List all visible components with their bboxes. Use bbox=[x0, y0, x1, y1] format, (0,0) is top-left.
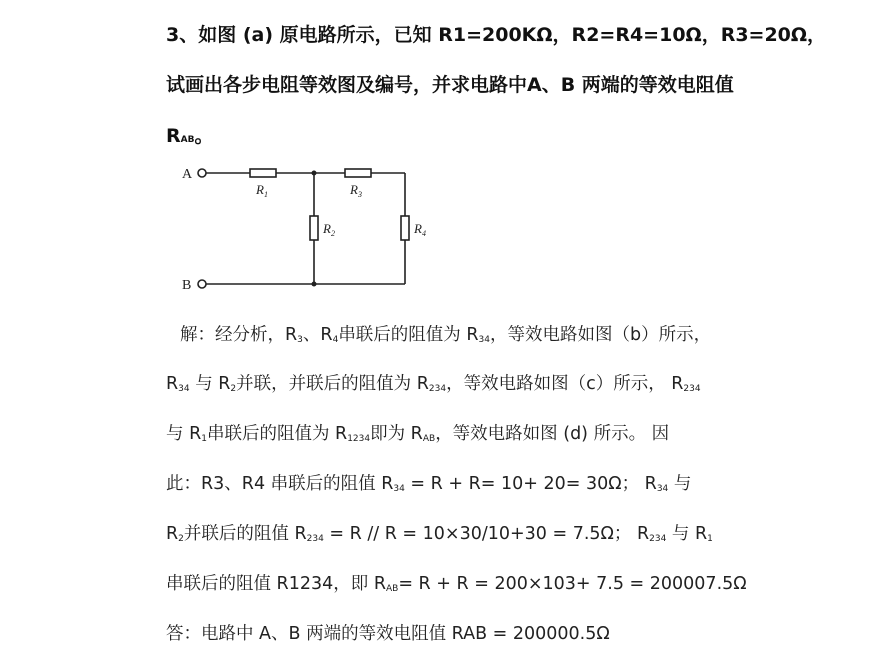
solution-line-5: R2并联后的阻值 R234 = R // R = 10×30/10+30 = 7.5Ω； R234 与 R1 bbox=[166, 524, 713, 544]
label-r2: $R_2$ bbox=[323, 221, 335, 238]
solution-line-1: 解：经分析，R3、R4串联后的阻值为 R34，等效电路如图（b）所示， bbox=[180, 325, 712, 345]
question-end-mark: 。 bbox=[194, 125, 214, 147]
junction-bottom bbox=[312, 282, 317, 287]
resistor-r4 bbox=[401, 216, 409, 240]
resistor-r2 bbox=[310, 216, 318, 240]
label-r1: $R_1$ bbox=[256, 182, 268, 199]
terminal-a bbox=[198, 169, 206, 177]
terminal-b bbox=[198, 280, 206, 288]
question-line-3 bbox=[166, 121, 213, 148]
resistor-r3 bbox=[345, 169, 371, 177]
junction-top bbox=[312, 171, 317, 176]
label-b: B bbox=[182, 278, 192, 293]
label-r3: $R_3$ bbox=[350, 182, 362, 199]
question-line-2: 试画出各步电阻等效图及编号，并求电路中A、B 两端的等效电阻值 bbox=[166, 74, 734, 96]
question-line-1: 3、如图 (a) 原电路所示，已知 R1=200KΩ，R2=R4=10Ω，R3=20Ω， bbox=[166, 24, 827, 46]
circuit-diagram-a bbox=[180, 158, 440, 293]
label-r4: $R_4$ bbox=[414, 221, 426, 238]
answer-line: 答：电路中 A、B 两端的等效电阻值 RAB = 200000.5Ω bbox=[166, 624, 610, 644]
solution-line-2: R34 与 R2并联，并联后的阻值为 R234，等效电路如图（c）所示， R234 bbox=[166, 374, 701, 394]
label-a: A bbox=[182, 167, 193, 182]
solution-line-3: 与 R1串联后的阻值为 R1234即为 RAB，等效电路如图 (d) 所示。 因 bbox=[166, 424, 670, 444]
solution-line-6: 串联后的阻值 R1234，即 RAB= R + R = 200×103+ 7.5 = 200007.5Ω bbox=[166, 574, 747, 594]
rab-subscript: AB bbox=[180, 135, 195, 145]
rab-symbol: R bbox=[166, 125, 181, 147]
resistor-r1 bbox=[250, 169, 276, 177]
solution-line-4: 此：R3、R4 串联后的阻值 R34 = R + R= 10+ 20= 30Ω； R34 与 bbox=[166, 474, 692, 494]
